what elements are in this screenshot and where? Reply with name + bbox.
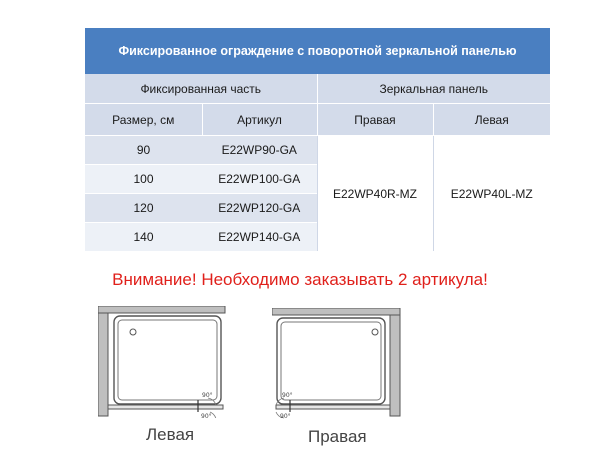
col-article-header: Артикул	[202, 104, 317, 136]
size-cell: 90	[85, 136, 202, 165]
group-fixed-header: Фиксированная часть	[85, 74, 317, 104]
angle-label-left-bottom: 90°	[201, 413, 212, 418]
size-cell: 140	[85, 223, 202, 252]
left-article-cell: E22WP40L-MZ	[433, 136, 550, 252]
left-enclosure-diagram	[98, 306, 228, 418]
angle-label-right-bottom: 90°	[280, 413, 291, 420]
col-size-header: Размер, см	[85, 104, 202, 136]
col-right-header: Правая	[317, 104, 433, 136]
right-article-cell: E22WP40R-MZ	[317, 136, 433, 252]
article-cell: E22WP90-GA	[202, 136, 317, 165]
col-left-header: Левая	[433, 104, 550, 136]
table-title: Фиксированное ограждение с поворотной зеркальной панелью	[85, 28, 550, 74]
article-cell: E22WP100-GA	[202, 165, 317, 194]
group-mirror-header: Зеркальная панель	[317, 74, 550, 104]
articles-table	[85, 28, 550, 251]
left-diagram-label: Левая	[146, 425, 195, 444]
angle-label-left-top: 90°	[202, 392, 213, 399]
table-row	[85, 136, 550, 165]
right-enclosure-diagram	[272, 308, 402, 420]
angle-label-right-top: 90°	[282, 392, 293, 399]
size-cell: 100	[85, 165, 202, 194]
size-cell: 120	[85, 194, 202, 223]
article-cell: E22WP120-GA	[202, 194, 317, 223]
right-diagram-label: Правая	[308, 427, 367, 446]
order-notice: Внимание! Необходимо заказывать 2 артикула!	[112, 270, 488, 289]
article-cell: E22WP140-GA	[202, 223, 317, 252]
